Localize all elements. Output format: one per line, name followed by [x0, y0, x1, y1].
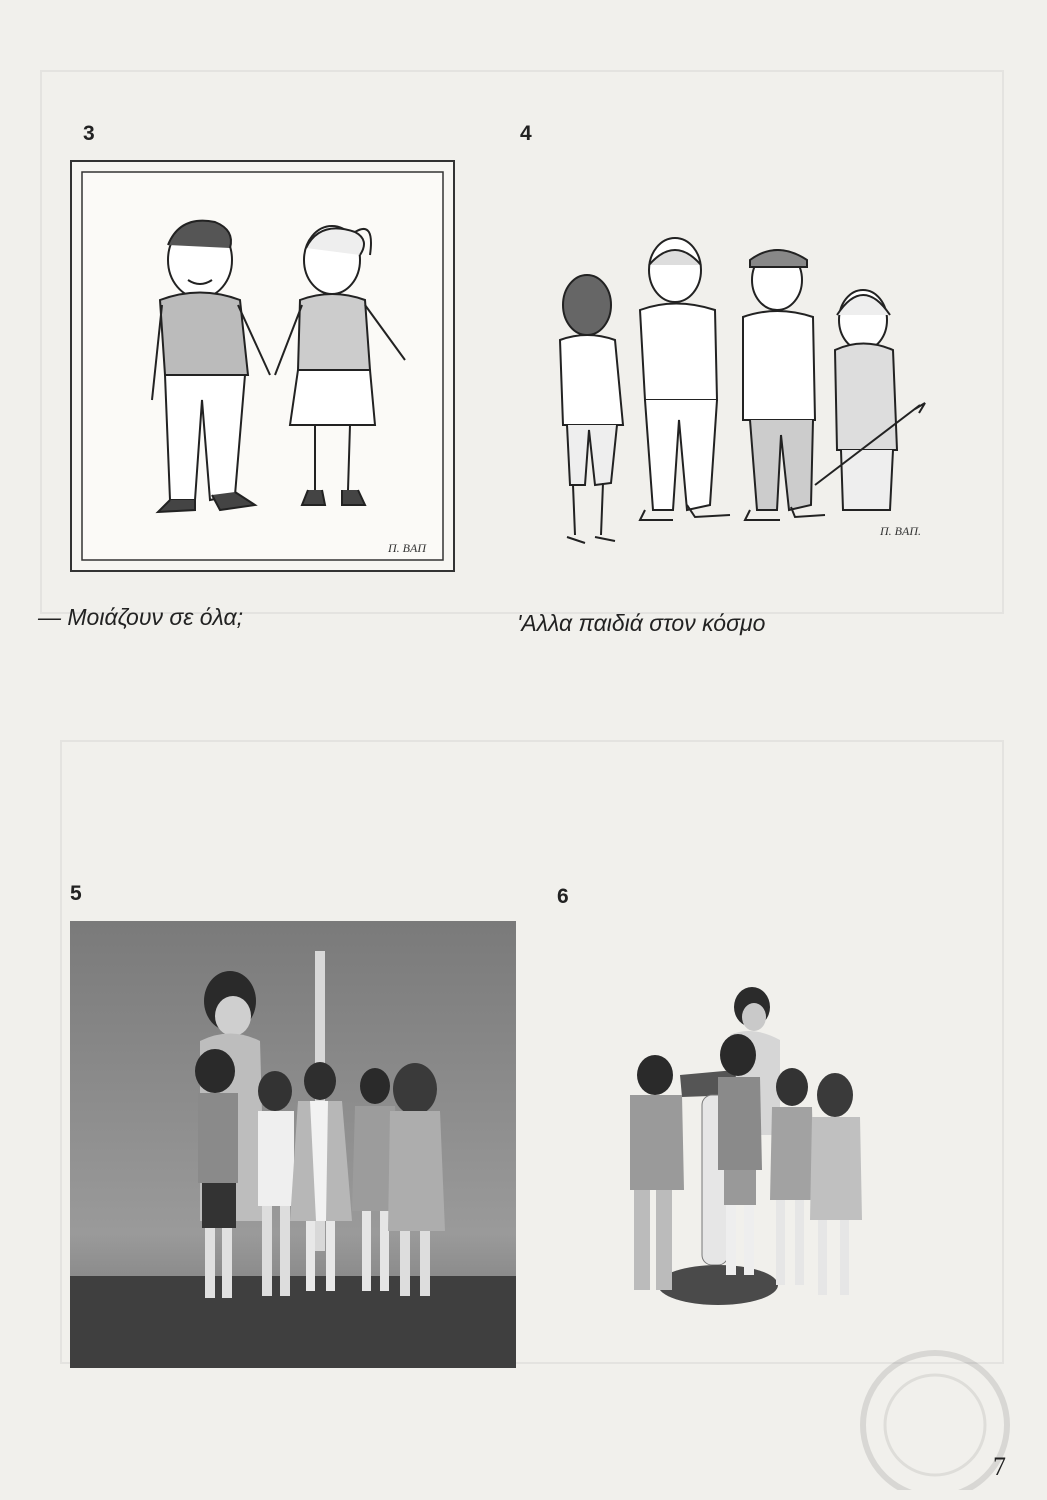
figure-number: 3 — [83, 122, 95, 145]
children-of-the-world-drawing — [545, 225, 965, 555]
page-number: 7 — [993, 1452, 1006, 1481]
figure-number: 5 — [70, 882, 82, 905]
library-stamp — [855, 1345, 1015, 1495]
figure-5-photo — [70, 921, 516, 1368]
figure-number: 4 — [520, 122, 532, 145]
figure-number: 6 — [557, 885, 569, 908]
figure-3-illustration — [70, 160, 455, 572]
children-height-measurement-photo — [70, 921, 516, 1368]
boy-and-girl-drawing — [70, 160, 455, 572]
figure-caption: — Μοιάζουν σε όλα; — [38, 604, 244, 630]
figure-caption: 'Αλλα παιδιά στον κόσμο — [517, 610, 766, 636]
figure-6-photo — [620, 985, 865, 1320]
children-weighing-scale-photo — [620, 985, 865, 1320]
figure-4-illustration — [545, 225, 965, 555]
artist-signature: Π. ΒΑΠ. — [880, 524, 921, 538]
artist-signature: Π. ΒΑΠ — [388, 541, 426, 555]
